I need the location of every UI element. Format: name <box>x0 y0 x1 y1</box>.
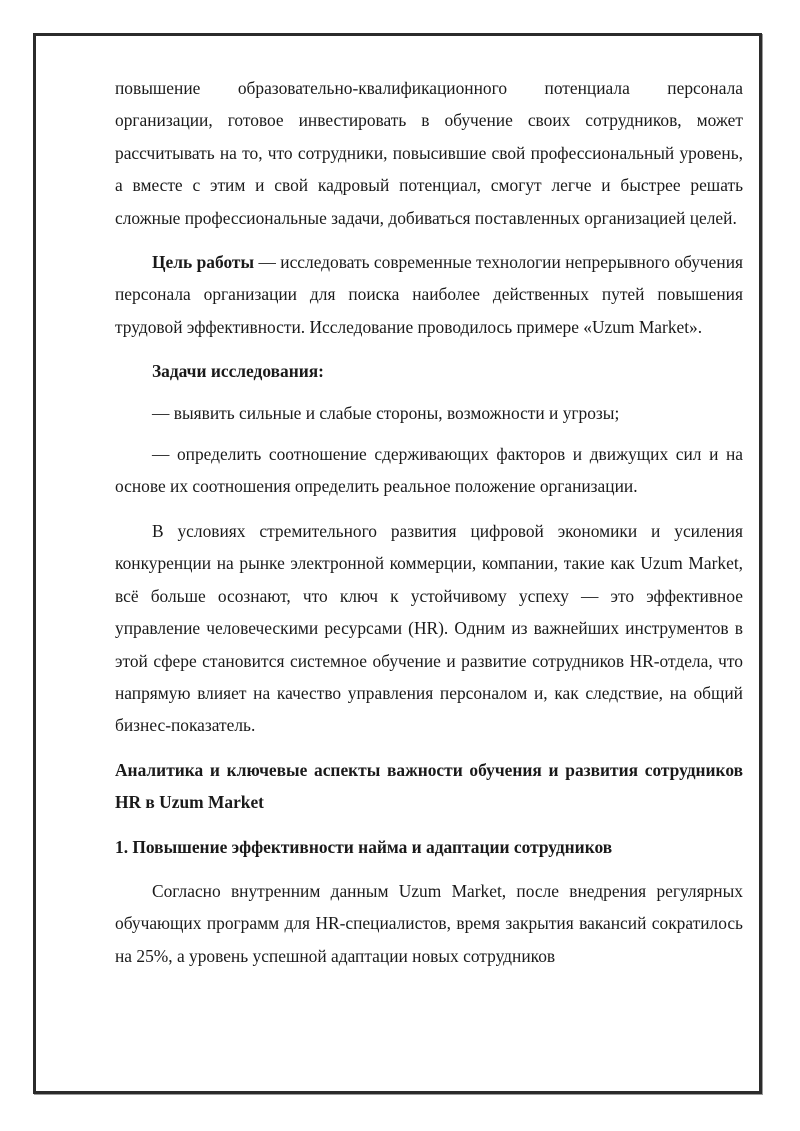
paragraph-intro: повышение образовательно-квалификационного потенциала персонала организации, готовое инвестировать в обучение своих сотрудников, может рассчитывать на то, что сотрудники, повысившие свой профессиональный уровень, а вместе с этим и свой кадровый потенциал, смогут легче и быстрее решать сложные профессиональные задачи, добиваться поставленных организацией целей. <box>115 78 743 228</box>
paragraph-goal <box>115 246 743 343</box>
goal-text: — исследовать современные технологии непрерывного обучения персонала организации для поиска наиболее действенных путей повышения трудовой эффективности. Исследование проводилось примере «Uzum Market». <box>115 252 744 337</box>
paragraph-context: В условиях стремительного развития цифровой экономики и усиления конкуренции на рынке электронной коммерции, компании, такие как Uzum Market, всё больше осознают, что ключ к устойчивому успеху — это эффективное управление человеческими ресурсами (HR). Одним из важнейших инструментов в этой сфере становится системное обучение и развитие сотрудников HR-отдела, что напрямую влияет на качество управления персоналом и, как следствие, на общий бизнес-показатель. <box>115 520 743 736</box>
task-item-2: — определить соотношение сдерживающих факторов и движущих сил и на основе их соотношения определить реальное положение организации. <box>115 444 743 497</box>
subsection-heading: 1. Повышение эффективности найма и адаптации сотрудников <box>115 836 613 857</box>
document-body <box>115 72 743 972</box>
tasks-heading: Задачи исследования: <box>152 361 324 382</box>
paragraph-data: Согласно внутренним данным Uzum Market, после внедрения регулярных обучающих программ для HR-специалистов, время закрытия вакансий сократилось на 25%, а уровень успешной адаптации новых сотрудников <box>115 880 743 966</box>
goal-label: Цель работы <box>152 252 255 273</box>
task-item-1: — выявить сильные и слабые стороны, возможности и угрозы; <box>152 402 620 423</box>
section-heading: Аналитика и ключевые аспекты важности обучения и развития сотрудников HR в Uzum Market <box>115 759 743 813</box>
